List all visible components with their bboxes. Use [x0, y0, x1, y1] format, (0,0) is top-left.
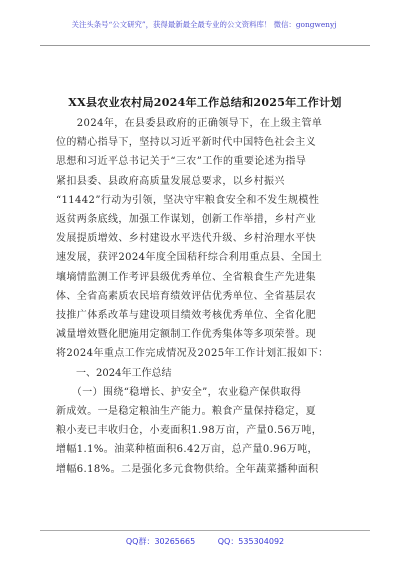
paragraph-line: （一）围绕“稳增长、护安全”，农业稳产保供取得: [56, 386, 302, 398]
paragraph-line: 粮小麦已丰收归仓，小麦面积1.98万亩，产量0.56万吨，: [56, 425, 323, 437]
qq-number: QQ：535304092: [217, 537, 285, 546]
paragraph-line: 思想和习近平总书记关于“三农”工作的重要论述为指导: [56, 156, 307, 168]
paragraph-line: “11442”行动为引领，坚决守牢粮食安全和不发生规模性: [56, 194, 320, 206]
document-body: [56, 114, 356, 479]
paragraph-line: 紧扣县委、县政府高质量发展总要求，以乡村振兴: [56, 175, 285, 187]
document-title: XX县农业农村局2024年工作总结和2025年工作计划: [68, 96, 342, 109]
paragraph-line: 壤墒情监测工作考评县级优秀单位、全省粮食生产先进集: [56, 271, 316, 283]
paragraph-line: 新成效。一是稳定粮油生产能力。粮食产量保持稳定，夏: [56, 406, 316, 418]
paragraph-line: 增幅6.18%。二是强化多元食物供给。全年蔬菜播种面积: [56, 463, 319, 475]
section-heading: 一、2024年工作总结: [56, 367, 172, 379]
intro-paragraph: [56, 114, 356, 364]
paragraph-line: 返贫两条底线，加强工作谋划，创新工作举措，乡村产业: [56, 214, 316, 226]
paragraph-line: 速发展，获评2024年度全国秸秆综合利用重点县、全国土: [56, 252, 323, 264]
footer-contacts: [40, 536, 370, 547]
header-divider: [40, 45, 370, 46]
paragraph-line: 减量增效暨化肥施用定额制工作优秀集体等多项荣誉。现: [56, 329, 316, 341]
paragraph-line: 2024年，在县委县政府的正确领导下，在上级主管单: [56, 118, 323, 129]
section-paragraph: [56, 383, 356, 479]
paragraph-line: 技推广体系改革与建设项目绩效考核优秀单位、全省化肥: [56, 310, 316, 322]
paragraph-line: 将2024年重点工作完成情况及2025年工作计划汇报如下：: [56, 348, 329, 360]
paragraph-line: 体、全省高素质农民培育绩效评估优秀单位、全省基层农: [56, 290, 316, 302]
paragraph-line: 位的精心指导下，坚持以习近平新时代中国特色社会主义: [56, 137, 316, 149]
paragraph-line: 增幅1.1%。油菜种植面积6.42万亩，总产量0.96万吨，: [56, 444, 318, 456]
paragraph-line: 发展提质增效、乡村建设水平迭代升级、乡村治理水平快: [56, 233, 316, 245]
footer-divider: [40, 530, 370, 531]
header-banner: 关注头条号“公文研究”，获得最新最全最专业的公文资料库！ 微信：gongwenyj: [71, 20, 337, 29]
qq-group-number: QQ群：30265665: [125, 537, 196, 546]
